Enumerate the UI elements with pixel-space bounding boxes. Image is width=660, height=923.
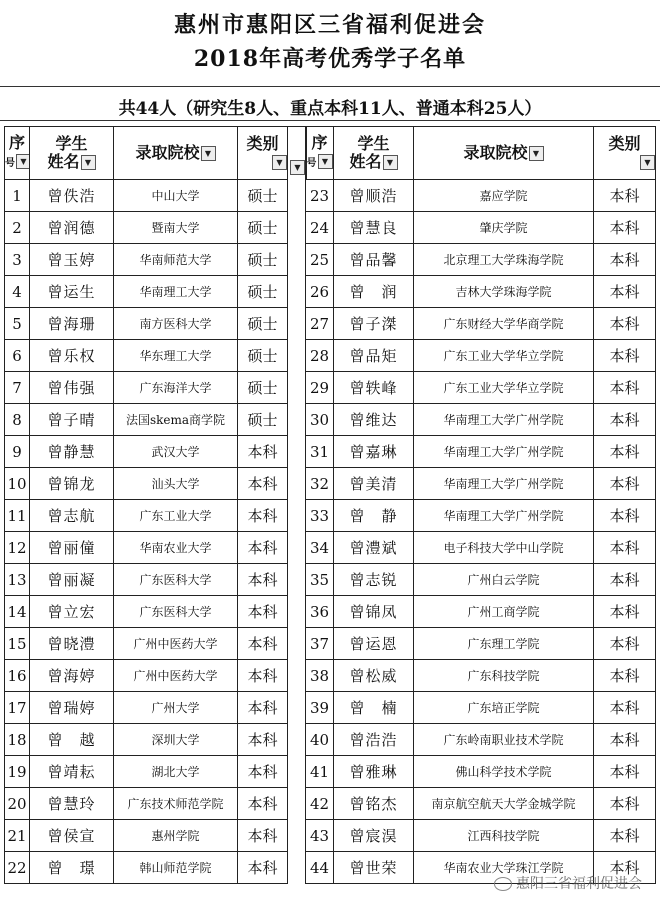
table-row bbox=[5, 596, 288, 628]
row-number: 25 bbox=[306, 244, 334, 276]
student-name: 曾雅琳 bbox=[334, 756, 414, 788]
student-name: 曾 楠 bbox=[334, 692, 414, 724]
table-row bbox=[306, 180, 656, 212]
row-number: 39 bbox=[306, 692, 334, 724]
summary-divider bbox=[0, 120, 660, 121]
degree-type: 本科 bbox=[594, 436, 656, 468]
school-name: 华南理工大学广州学院 bbox=[414, 468, 594, 500]
degree-type: 硕士 bbox=[238, 244, 288, 276]
row-number: 2 bbox=[5, 212, 30, 244]
degree-type: 硕士 bbox=[238, 372, 288, 404]
row-number: 7 bbox=[5, 372, 30, 404]
degree-type: 本科 bbox=[594, 692, 656, 724]
student-name: 曾松威 bbox=[334, 660, 414, 692]
table-row bbox=[5, 308, 288, 340]
table-row bbox=[5, 852, 288, 884]
degree-type: 本科 bbox=[238, 724, 288, 756]
degree-type: 硕士 bbox=[238, 180, 288, 212]
school-name: 电子科技大学中山学院 bbox=[414, 532, 594, 564]
school-name: 广州大学 bbox=[114, 692, 238, 724]
table-row bbox=[306, 500, 656, 532]
student-name: 曾慧良 bbox=[334, 212, 414, 244]
degree-type: 本科 bbox=[594, 532, 656, 564]
school-name: 广州中医药大学 bbox=[114, 660, 238, 692]
student-name: 曾顺浩 bbox=[334, 180, 414, 212]
school-name: 广州白云学院 bbox=[414, 564, 594, 596]
table-row bbox=[306, 756, 656, 788]
student-name: 曾维达 bbox=[334, 404, 414, 436]
degree-type: 本科 bbox=[594, 308, 656, 340]
degree-type: 本科 bbox=[594, 404, 656, 436]
school-name: 南京航空航天大学金城学院 bbox=[414, 788, 594, 820]
student-name: 曾伟强 bbox=[30, 372, 114, 404]
student-name: 曾玉婷 bbox=[30, 244, 114, 276]
degree-type: 本科 bbox=[238, 820, 288, 852]
student-name: 曾澧斌 bbox=[334, 532, 414, 564]
type-header: 类别 ▼ bbox=[238, 127, 288, 180]
table-row bbox=[5, 468, 288, 500]
degree-type: 本科 bbox=[594, 788, 656, 820]
table-row bbox=[306, 660, 656, 692]
school-name: 法国skema商学院 bbox=[114, 404, 238, 436]
school-name: 江西科技学院 bbox=[414, 820, 594, 852]
student-name: 曾志锐 bbox=[334, 564, 414, 596]
student-name: 曾侯宣 bbox=[30, 820, 114, 852]
degree-type: 本科 bbox=[594, 820, 656, 852]
table-row bbox=[5, 532, 288, 564]
gap-filter-icon[interactable]: ▼ bbox=[290, 160, 305, 175]
school-name: 暨南大学 bbox=[114, 212, 238, 244]
row-number: 15 bbox=[5, 628, 30, 660]
school-name: 广州中医药大学 bbox=[114, 628, 238, 660]
name-filter-icon[interactable]: ▼ bbox=[383, 155, 398, 170]
row-number: 33 bbox=[306, 500, 334, 532]
degree-type: 本科 bbox=[594, 596, 656, 628]
row-number: 19 bbox=[5, 756, 30, 788]
degree-type: 本科 bbox=[594, 756, 656, 788]
table-row bbox=[5, 276, 288, 308]
table-row bbox=[306, 564, 656, 596]
row-number: 20 bbox=[5, 788, 30, 820]
school-name: 广东财经大学华商学院 bbox=[414, 308, 594, 340]
student-name: 曾 润 bbox=[334, 276, 414, 308]
row-number: 14 bbox=[5, 596, 30, 628]
degree-type: 本科 bbox=[238, 852, 288, 884]
table-row bbox=[5, 820, 288, 852]
table-row bbox=[5, 756, 288, 788]
degree-type: 本科 bbox=[594, 724, 656, 756]
row-number: 21 bbox=[5, 820, 30, 852]
table-row bbox=[5, 500, 288, 532]
table-row bbox=[5, 404, 288, 436]
type-header: 类别 ▼ bbox=[594, 127, 656, 180]
table-row bbox=[306, 372, 656, 404]
degree-type: 硕士 bbox=[238, 404, 288, 436]
school-name: 惠州学院 bbox=[114, 820, 238, 852]
school-name: 广东岭南职业技术学院 bbox=[414, 724, 594, 756]
student-name: 曾瑞婷 bbox=[30, 692, 114, 724]
row-number: 9 bbox=[5, 436, 30, 468]
student-name: 曾靖耘 bbox=[30, 756, 114, 788]
seq-header: 序 号 ▼ bbox=[306, 127, 334, 180]
row-number: 35 bbox=[306, 564, 334, 596]
table-row bbox=[306, 692, 656, 724]
table-row bbox=[306, 404, 656, 436]
school-header: 录取院校 ▼ bbox=[414, 127, 594, 180]
degree-type: 本科 bbox=[238, 500, 288, 532]
table-row bbox=[306, 308, 656, 340]
row-number: 1 bbox=[5, 180, 30, 212]
school-name: 华南理工大学广州学院 bbox=[414, 404, 594, 436]
seq-filter-icon[interactable]: ▼ bbox=[318, 154, 333, 169]
school-name: 广东工业大学 bbox=[114, 500, 238, 532]
degree-type: 本科 bbox=[594, 340, 656, 372]
table-row bbox=[5, 180, 288, 212]
row-number: 22 bbox=[5, 852, 30, 884]
row-number: 5 bbox=[5, 308, 30, 340]
student-name: 曾丽僮 bbox=[30, 532, 114, 564]
table-row bbox=[306, 340, 656, 372]
degree-type: 本科 bbox=[238, 692, 288, 724]
table-row bbox=[5, 372, 288, 404]
table-row bbox=[5, 660, 288, 692]
page-subtitle: 2018年高考优秀学子名单 bbox=[193, 46, 467, 72]
degree-type: 硕士 bbox=[238, 276, 288, 308]
school-name: 湖北大学 bbox=[114, 756, 238, 788]
school-name: 广东培正学院 bbox=[414, 692, 594, 724]
row-number: 27 bbox=[306, 308, 334, 340]
student-name: 曾 璟 bbox=[30, 852, 114, 884]
school-name: 广东海洋大学 bbox=[114, 372, 238, 404]
type-filter-icon[interactable]: ▼ bbox=[272, 155, 287, 170]
row-number: 12 bbox=[5, 532, 30, 564]
row-number: 38 bbox=[306, 660, 334, 692]
degree-type: 本科 bbox=[594, 500, 656, 532]
seq-filter-icon[interactable]: ▼ bbox=[16, 154, 30, 169]
row-number: 24 bbox=[306, 212, 334, 244]
school-name: 北京理工大学珠海学院 bbox=[414, 244, 594, 276]
school-name: 广东工业大学华立学院 bbox=[414, 372, 594, 404]
header-row bbox=[306, 127, 656, 180]
header-row bbox=[5, 127, 288, 180]
row-number: 23 bbox=[306, 180, 334, 212]
table-row bbox=[5, 724, 288, 756]
school-name: 武汉大学 bbox=[114, 436, 238, 468]
student-name: 曾丽凝 bbox=[30, 564, 114, 596]
degree-type: 硕士 bbox=[238, 340, 288, 372]
row-number: 30 bbox=[306, 404, 334, 436]
school-name: 广东理工学院 bbox=[414, 628, 594, 660]
degree-type: 本科 bbox=[238, 468, 288, 500]
table-row bbox=[306, 212, 656, 244]
row-number: 34 bbox=[306, 532, 334, 564]
row-number: 43 bbox=[306, 820, 334, 852]
row-number: 31 bbox=[306, 436, 334, 468]
student-name: 曾宸淏 bbox=[334, 820, 414, 852]
table-row bbox=[5, 628, 288, 660]
column-gap bbox=[287, 126, 307, 180]
seq-header: 序 号 ▼ bbox=[5, 127, 30, 180]
student-name: 曾美清 bbox=[334, 468, 414, 500]
school-name: 佛山科学技术学院 bbox=[414, 756, 594, 788]
school-name: 吉林大学珠海学院 bbox=[414, 276, 594, 308]
student-name: 曾晓澧 bbox=[30, 628, 114, 660]
school-header: 录取院校 ▼ bbox=[114, 127, 238, 180]
row-number: 8 bbox=[5, 404, 30, 436]
table-row bbox=[306, 276, 656, 308]
student-name: 曾品馨 bbox=[334, 244, 414, 276]
table-row bbox=[306, 788, 656, 820]
school-name: 华东理工大学 bbox=[114, 340, 238, 372]
table-row bbox=[5, 436, 288, 468]
degree-type: 本科 bbox=[238, 788, 288, 820]
row-number: 36 bbox=[306, 596, 334, 628]
student-name: 曾 静 bbox=[334, 500, 414, 532]
table-row bbox=[5, 692, 288, 724]
student-name: 曾锦龙 bbox=[30, 468, 114, 500]
table-row bbox=[306, 436, 656, 468]
school-name: 南方医科大学 bbox=[114, 308, 238, 340]
school-name: 广东医科大学 bbox=[114, 564, 238, 596]
school-name: 华南理工大学 bbox=[114, 276, 238, 308]
student-name: 曾志航 bbox=[30, 500, 114, 532]
degree-type: 本科 bbox=[238, 436, 288, 468]
student-name: 曾 越 bbox=[30, 724, 114, 756]
row-number: 13 bbox=[5, 564, 30, 596]
table-row bbox=[306, 724, 656, 756]
degree-type: 本科 bbox=[594, 660, 656, 692]
degree-type: 本科 bbox=[594, 468, 656, 500]
degree-type: 本科 bbox=[594, 276, 656, 308]
student-name: 曾静慧 bbox=[30, 436, 114, 468]
row-number: 11 bbox=[5, 500, 30, 532]
row-number: 10 bbox=[5, 468, 30, 500]
table-row bbox=[5, 244, 288, 276]
degree-type: 本科 bbox=[594, 212, 656, 244]
row-number: 16 bbox=[5, 660, 30, 692]
table-row bbox=[5, 340, 288, 372]
school-name: 华南农业大学 bbox=[114, 532, 238, 564]
school-name: 韩山师范学院 bbox=[114, 852, 238, 884]
right-table bbox=[305, 126, 656, 884]
school-name: 广东技术师范学院 bbox=[114, 788, 238, 820]
student-name: 曾海珊 bbox=[30, 308, 114, 340]
school-name: 华南理工大学广州学院 bbox=[414, 500, 594, 532]
degree-type: 硕士 bbox=[238, 212, 288, 244]
table-row bbox=[5, 788, 288, 820]
school-name: 深圳大学 bbox=[114, 724, 238, 756]
row-number: 3 bbox=[5, 244, 30, 276]
student-name: 曾乐权 bbox=[30, 340, 114, 372]
row-number: 18 bbox=[5, 724, 30, 756]
student-name: 曾海婷 bbox=[30, 660, 114, 692]
table-row bbox=[306, 596, 656, 628]
top-divider bbox=[0, 86, 660, 87]
row-number: 29 bbox=[306, 372, 334, 404]
row-number: 32 bbox=[306, 468, 334, 500]
degree-type: 本科 bbox=[594, 852, 656, 884]
degree-type: 本科 bbox=[594, 372, 656, 404]
summary-line: 共44人（研究生8人、重点本科11人、普通本科25人） bbox=[118, 99, 542, 119]
degree-type: 本科 bbox=[594, 564, 656, 596]
student-name: 曾铭杰 bbox=[334, 788, 414, 820]
table-row bbox=[306, 628, 656, 660]
row-number: 44 bbox=[306, 852, 334, 884]
student-name: 曾子滐 bbox=[334, 308, 414, 340]
table-row bbox=[5, 564, 288, 596]
student-name: 曾轶峰 bbox=[334, 372, 414, 404]
name-header: 学生 姓名 ▼ bbox=[334, 127, 414, 180]
school-name: 华南农业大学珠江学院 bbox=[414, 852, 594, 884]
school-filter-icon[interactable]: ▼ bbox=[529, 146, 544, 161]
student-name: 曾品矩 bbox=[334, 340, 414, 372]
degree-type: 本科 bbox=[238, 756, 288, 788]
table-row bbox=[306, 532, 656, 564]
row-number: 17 bbox=[5, 692, 30, 724]
student-name: 曾慧玲 bbox=[30, 788, 114, 820]
row-number: 37 bbox=[306, 628, 334, 660]
student-name: 曾子晴 bbox=[30, 404, 114, 436]
row-number: 26 bbox=[306, 276, 334, 308]
school-name: 广州工商学院 bbox=[414, 596, 594, 628]
school-name: 华南理工大学广州学院 bbox=[414, 436, 594, 468]
school-name: 嘉应学院 bbox=[414, 180, 594, 212]
degree-type: 本科 bbox=[594, 244, 656, 276]
row-number: 4 bbox=[5, 276, 30, 308]
student-name: 曾立宏 bbox=[30, 596, 114, 628]
student-name: 曾佚浩 bbox=[30, 180, 114, 212]
row-number: 40 bbox=[306, 724, 334, 756]
table-row bbox=[306, 244, 656, 276]
page-title: 惠州市惠阳区三省福利促进会 bbox=[173, 12, 486, 38]
degree-type: 本科 bbox=[238, 596, 288, 628]
row-number: 42 bbox=[306, 788, 334, 820]
student-name: 曾运生 bbox=[30, 276, 114, 308]
student-name: 曾浩浩 bbox=[334, 724, 414, 756]
table-row bbox=[306, 820, 656, 852]
student-name: 曾运恩 bbox=[334, 628, 414, 660]
type-filter-icon[interactable]: ▼ bbox=[640, 155, 655, 170]
degree-type: 本科 bbox=[594, 180, 656, 212]
degree-type: 本科 bbox=[238, 532, 288, 564]
school-name: 广东工业大学华立学院 bbox=[414, 340, 594, 372]
school-name: 广东医科大学 bbox=[114, 596, 238, 628]
row-number: 28 bbox=[306, 340, 334, 372]
school-filter-icon[interactable]: ▼ bbox=[201, 146, 216, 161]
school-name: 肇庆学院 bbox=[414, 212, 594, 244]
school-name: 中山大学 bbox=[114, 180, 238, 212]
school-name: 汕头大学 bbox=[114, 468, 238, 500]
wechat-icon bbox=[494, 877, 512, 891]
student-name: 曾润德 bbox=[30, 212, 114, 244]
degree-type: 本科 bbox=[594, 628, 656, 660]
table-row bbox=[5, 212, 288, 244]
name-header: 学生 姓名 ▼ bbox=[30, 127, 114, 180]
school-name: 华南师范大学 bbox=[114, 244, 238, 276]
table-row bbox=[306, 468, 656, 500]
degree-type: 硕士 bbox=[238, 308, 288, 340]
student-name: 曾嘉琳 bbox=[334, 436, 414, 468]
name-filter-icon[interactable]: ▼ bbox=[81, 155, 96, 170]
row-number: 6 bbox=[5, 340, 30, 372]
student-name: 曾世荣 bbox=[334, 852, 414, 884]
degree-type: 本科 bbox=[238, 564, 288, 596]
watermark: 惠阳三省福利促进会 bbox=[494, 873, 642, 893]
row-number: 41 bbox=[306, 756, 334, 788]
left-table bbox=[4, 126, 288, 884]
degree-type: 本科 bbox=[238, 660, 288, 692]
school-name: 广东科技学院 bbox=[414, 660, 594, 692]
degree-type: 本科 bbox=[238, 628, 288, 660]
student-name: 曾锦凤 bbox=[334, 596, 414, 628]
